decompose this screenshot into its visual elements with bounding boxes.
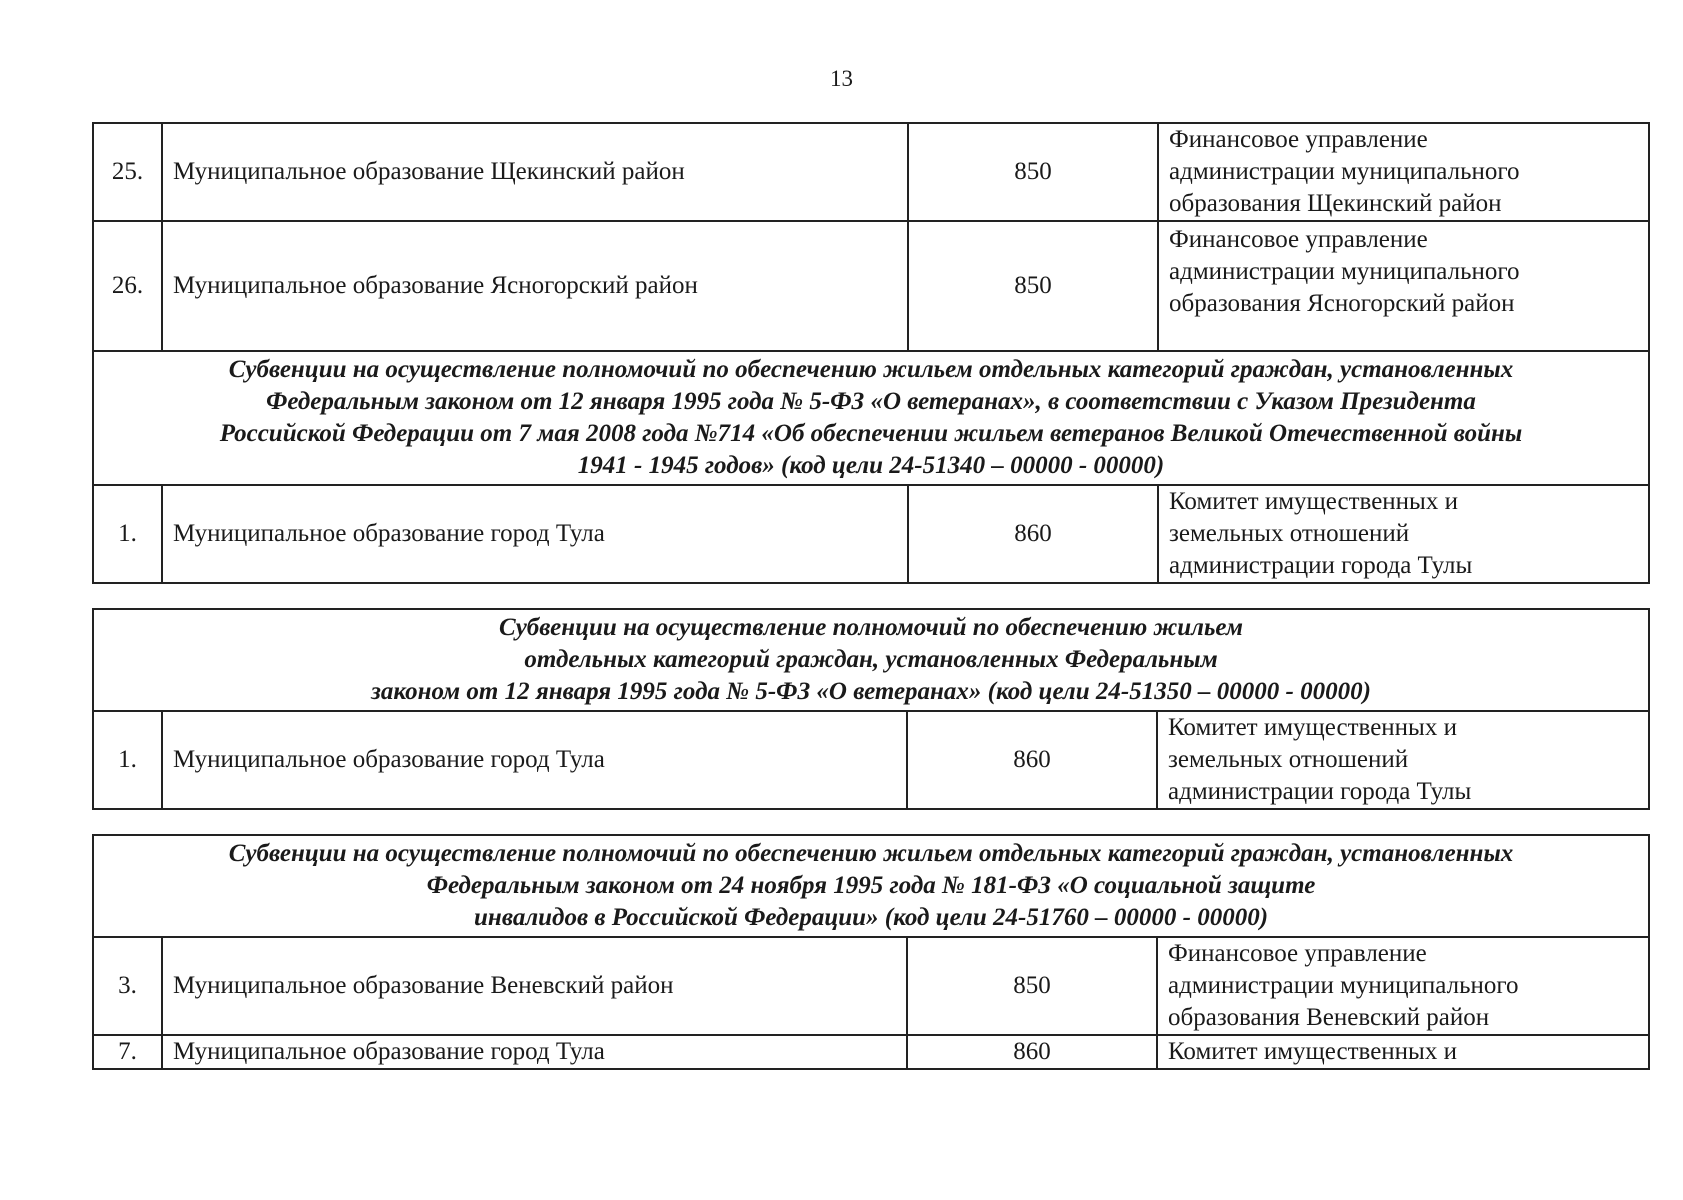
recipient-line: Финансовое управление [1169,126,1428,153]
recipient [1157,937,1649,1035]
municipality-name: Муниципальное образование город Тула [162,711,907,809]
section-heading-line: Субвенции на осуществление полномочий по обеспечению жильем отдельных категорий граждан, установленных [228,356,1514,383]
amount: 860 [907,1035,1157,1069]
section-heading [93,351,1649,485]
table-row [93,711,1649,809]
recipient-line: образования Веневский район [1168,1004,1490,1031]
recipient [1157,1035,1649,1069]
section-heading-line: инвалидов в Российской Федерации» (код цели 24-51760 – 00000 - 00000) [474,904,1269,931]
amount: 850 [908,221,1158,351]
section-heading-line: Субвенции на осуществление полномочий по обеспечению жильем отдельных категорий граждан, установленных [228,840,1514,867]
recipient-line: администрации муниципального [1168,972,1519,999]
municipality-name: Муниципальное образование Щекинский район [162,123,908,221]
row-number: 7. [93,1035,162,1069]
table-row [93,1035,1649,1069]
section-heading [93,835,1649,937]
municipality-name: Муниципальное образование город Тула [162,1035,907,1069]
section-heading-line: законом от 12 января 1995 года № 5-ФЗ «О ветеранах» (код цели 24-51350 – 00000 - 00000) [371,678,1371,705]
section-heading [93,609,1649,711]
section-header-row [93,835,1649,937]
recipient-line: Финансовое управление [1169,226,1428,253]
allocation-table-1 [92,122,1650,584]
section-heading-line: Федеральным законом от 12 января 1995 года № 5-ФЗ «О ветеранах», в соответствии с Указом Президента [266,388,1476,415]
section-header-row [93,351,1649,485]
recipient-line: образования Ясногорский район [1169,290,1515,317]
row-number: 1. [93,485,162,583]
table-row [93,123,1649,221]
section-heading-line: Субвенции на осуществление полномочий по обеспечению жильем [499,614,1244,641]
recipient-line: Комитет имущественных и [1168,1038,1457,1065]
table-row [93,937,1649,1035]
recipient-line: администрации города Тулы [1168,778,1472,805]
row-number: 1. [93,711,162,809]
allocation-table-2 [92,608,1650,810]
recipient-line: Комитет имущественных и [1168,714,1457,741]
section-heading-line: Российской Федерации от 7 мая 2008 года №714 «Об обеспечении жильем ветеранов Великой Отечественной войны [219,420,1523,447]
recipient [1158,485,1649,583]
section-header-row [93,609,1649,711]
row-number: 3. [93,937,162,1035]
recipient-line: земельных отношений [1169,520,1410,547]
recipient-line: администрации города Тулы [1169,552,1473,579]
row-number: 26. [93,221,162,351]
amount: 860 [908,485,1158,583]
section-heading-line: отдельных категорий граждан, установленных Федеральным [524,646,1218,673]
recipient-line: администрации муниципального [1169,158,1520,185]
recipient [1157,711,1649,809]
row-number: 25. [93,123,162,221]
amount: 860 [907,711,1157,809]
amount: 850 [908,123,1158,221]
recipient [1158,123,1649,221]
section-heading-line: Федеральным законом от 24 ноября 1995 года № 181-ФЗ «О социальной защите [426,872,1316,899]
recipient [1158,221,1649,351]
municipality-name: Муниципальное образование Веневский район [162,937,907,1035]
table-row [93,221,1649,351]
municipality-name: Муниципальное образование город Тула [162,485,908,583]
table-row [93,485,1649,583]
municipality-name: Муниципальное образование Ясногорский район [162,221,908,351]
recipient-line: администрации муниципального [1169,258,1520,285]
section-heading-line: 1941 - 1945 годов» (код цели 24-51340 – 00000 - 00000) [577,452,1165,479]
amount: 850 [907,937,1157,1035]
page-number: 13 [830,66,853,91]
recipient-line: земельных отношений [1168,746,1409,773]
recipient-line: Комитет имущественных и [1169,488,1458,515]
recipient-line: образования Щекинский район [1169,190,1502,217]
allocation-table-3 [92,834,1650,1070]
recipient-line: Финансовое управление [1168,940,1427,967]
